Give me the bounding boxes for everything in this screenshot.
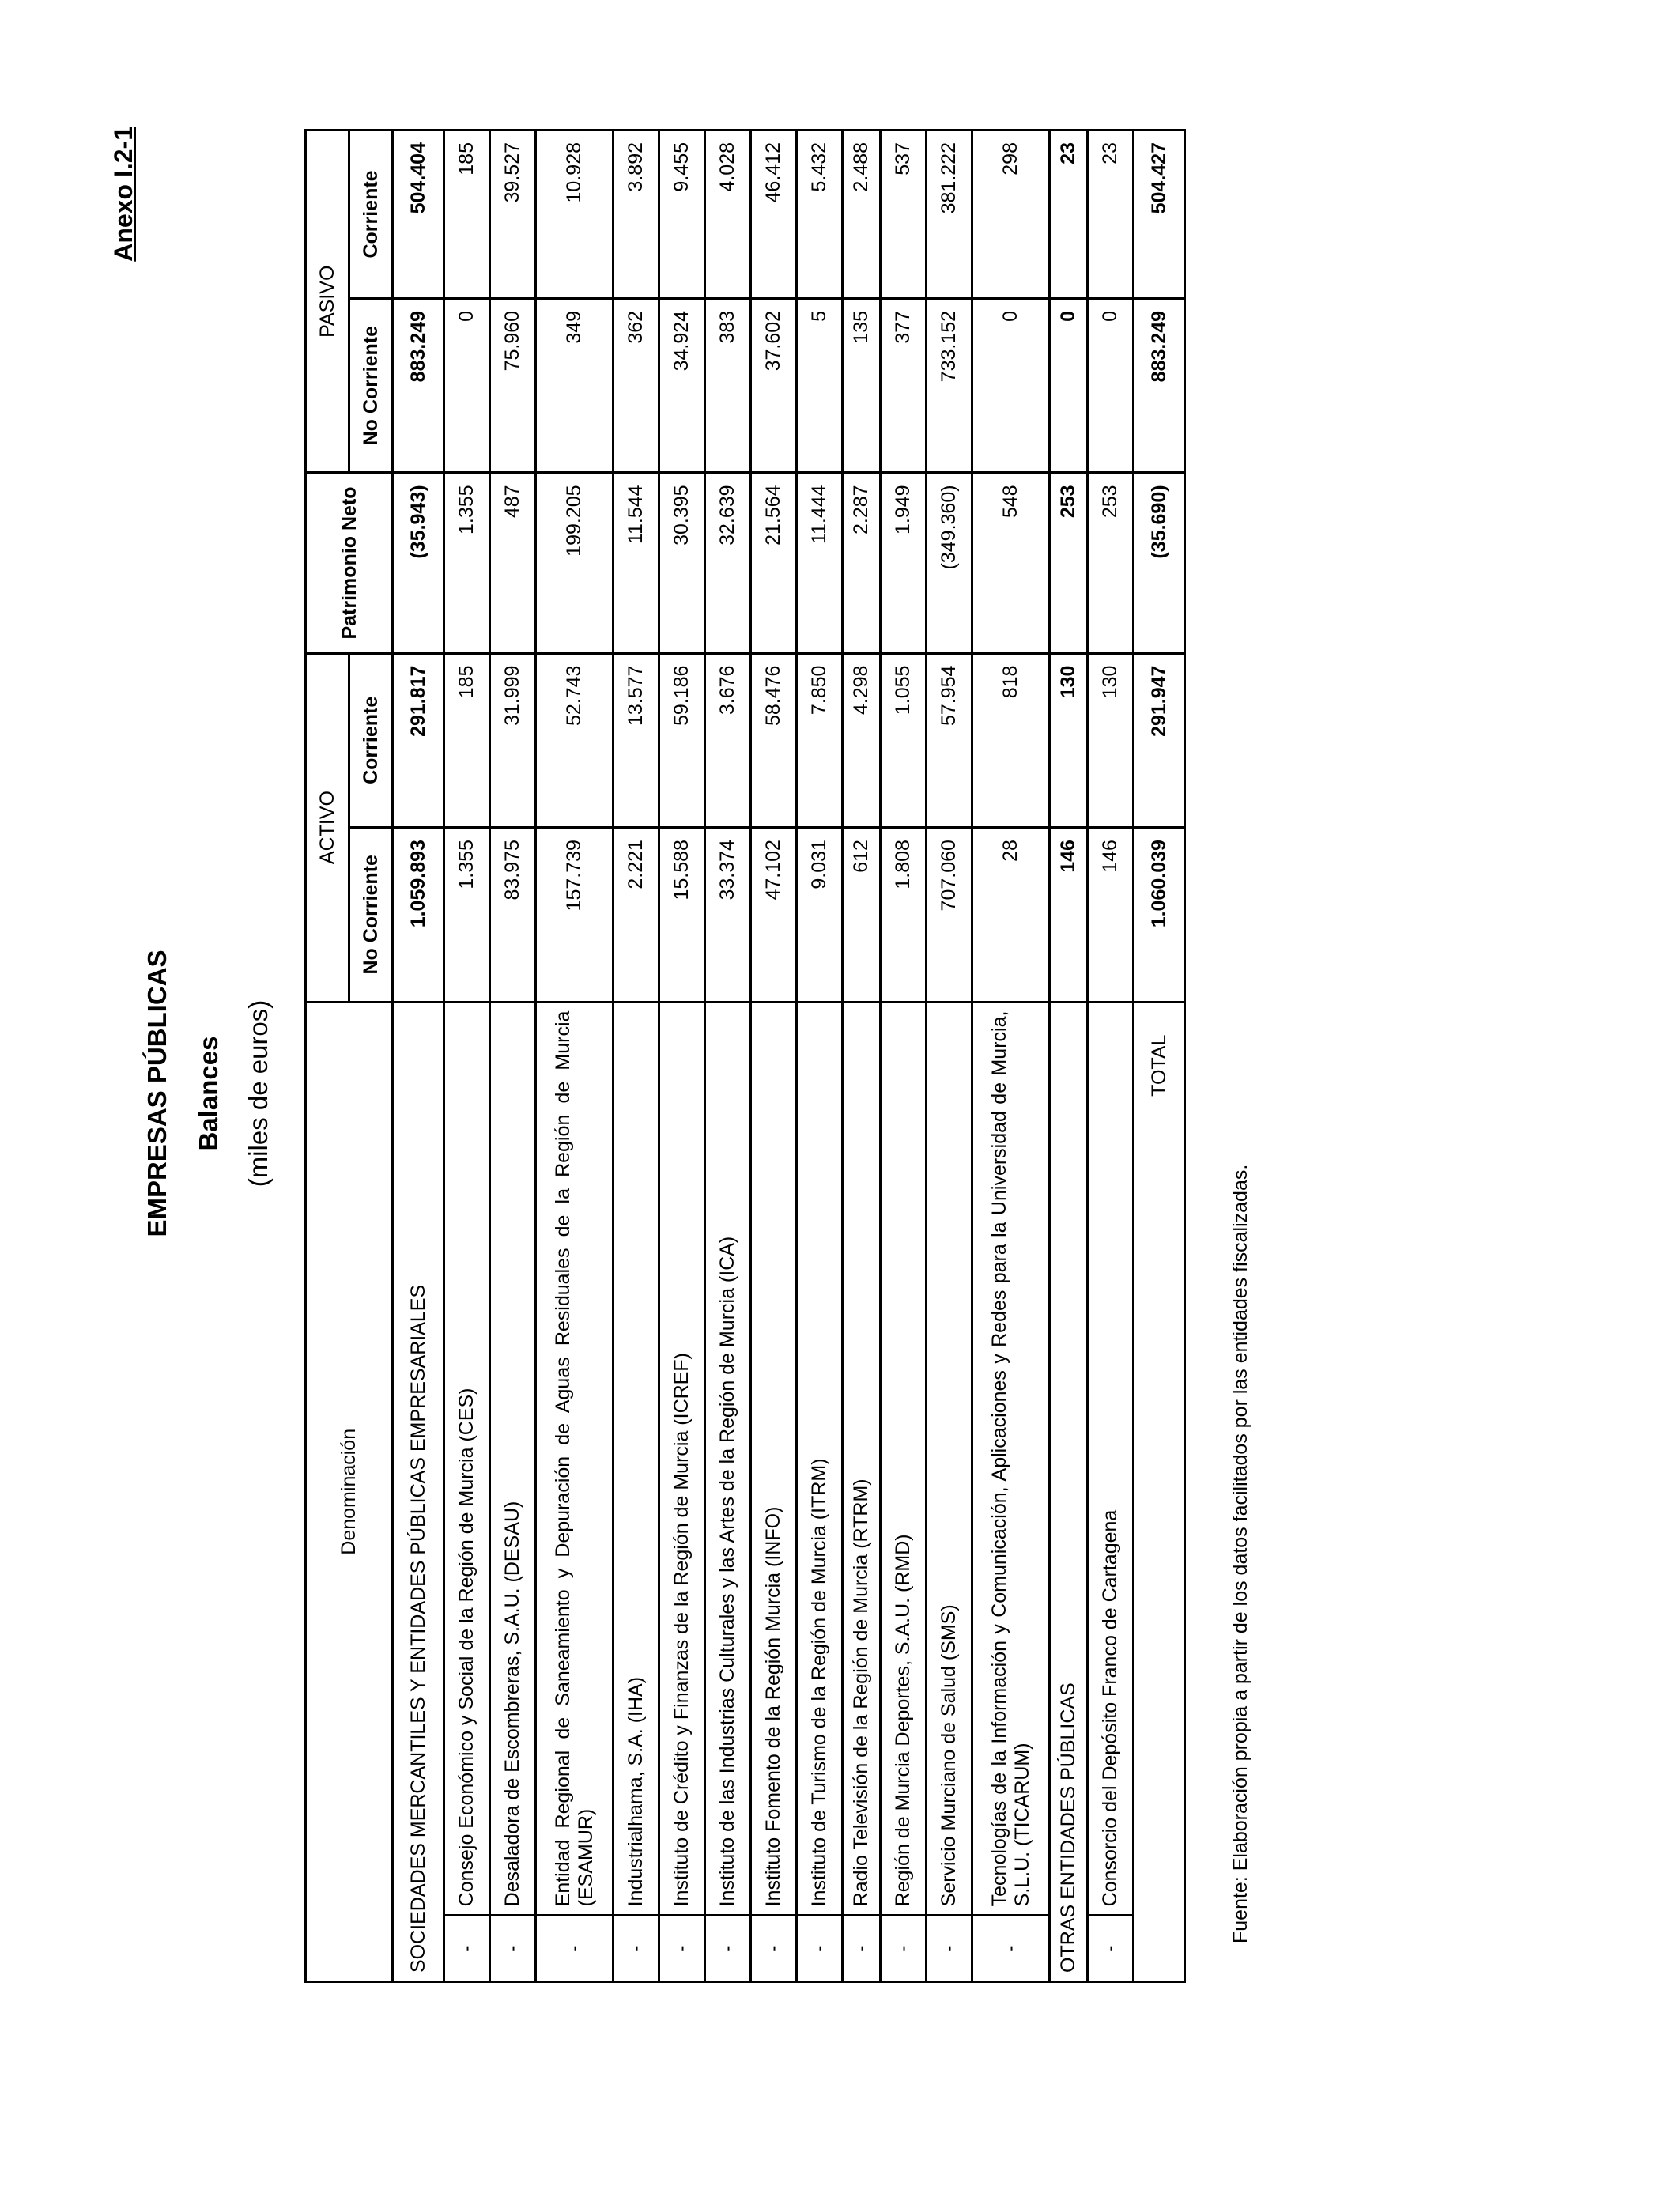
section-patrimonio: 253 [1050, 473, 1088, 653]
row-pasivo-nc: 75.960 [490, 298, 536, 473]
row-name: Tecnologías de la Información y Comunicación, Aplicaciones y Redes para la Universidad de Murcia, S.L.U. (TICARUM) [972, 1002, 1050, 1916]
row-pasivo-c: 537 [881, 130, 927, 299]
row-activo-c: 185 [444, 653, 490, 828]
row-activo-c: 818 [972, 653, 1050, 828]
total-pasivo-nc: 883.249 [1134, 298, 1185, 473]
header-pasivo-corriente: Corriente [349, 130, 393, 299]
table-row [659, 130, 705, 1982]
page-title: EMPRESAS PÚBLICAS [142, 950, 172, 1237]
row-patrimonio: 11.544 [613, 473, 659, 653]
row-pasivo-c: 5.432 [797, 130, 843, 299]
row-patrimonio: 30.395 [659, 473, 705, 653]
row-dash: - [490, 1916, 536, 1982]
row-patrimonio: 548 [972, 473, 1050, 653]
header-patrimonio-neto: Patrimonio Neto [306, 473, 393, 653]
table-row [490, 130, 536, 1982]
row-activo-c: 59.186 [659, 653, 705, 828]
total-label: TOTAL [1134, 1002, 1185, 1981]
total-activo-c: 291.947 [1134, 653, 1185, 828]
row-name: Instituto de Turismo de la Región de Murcia (ITRM) [797, 1002, 843, 1916]
row-activo-c: 31.999 [490, 653, 536, 828]
row-activo-c: 52.743 [536, 653, 613, 828]
row-patrimonio: 1.355 [444, 473, 490, 653]
row-pasivo-c: 9.455 [659, 130, 705, 299]
header-denominacion: Denominación [306, 1002, 393, 1981]
row-patrimonio: 487 [490, 473, 536, 653]
row-patrimonio: 11.444 [797, 473, 843, 653]
table-row [1088, 130, 1134, 1982]
table-row [536, 130, 613, 1982]
total-patrimonio: (35.690) [1134, 473, 1185, 653]
row-pasivo-c: 185 [444, 130, 490, 299]
table-row [881, 130, 927, 1982]
row-pasivo-nc: 383 [705, 298, 751, 473]
row-pasivo-nc: 377 [881, 298, 927, 473]
row-activo-c: 7.850 [797, 653, 843, 828]
row-pasivo-nc: 34.924 [659, 298, 705, 473]
row-dash: - [797, 1916, 843, 1982]
row-pasivo-c: 10.928 [536, 130, 613, 299]
row-activo-c: 58.476 [751, 653, 797, 828]
row-dash: - [444, 1916, 490, 1982]
row-patrimonio: (349.360) [927, 473, 972, 653]
row-patrimonio: 32.639 [705, 473, 751, 653]
row-pasivo-nc: 362 [613, 298, 659, 473]
row-pasivo-c: 298 [972, 130, 1050, 299]
section-patrimonio: (35.943) [393, 473, 444, 653]
row-activo-nc: 47.102 [751, 828, 797, 1003]
row-patrimonio: 199.205 [536, 473, 613, 653]
row-activo-nc: 83.975 [490, 828, 536, 1003]
row-pasivo-nc: 37.602 [751, 298, 797, 473]
row-pasivo-nc: 5 [797, 298, 843, 473]
row-dash: - [927, 1916, 972, 1982]
section-pasivo-nc: 883.249 [393, 298, 444, 473]
section-activo-c: 130 [1050, 653, 1088, 828]
row-pasivo-nc: 0 [972, 298, 1050, 473]
row-name: Desaladora de Escombreras, S.A.U. (DESAU) [490, 1002, 536, 1916]
row-pasivo-c: 2.488 [843, 130, 881, 299]
row-pasivo-nc: 0 [444, 298, 490, 473]
row-dash: - [881, 1916, 927, 1982]
section-pasivo-c: 23 [1050, 130, 1088, 299]
row-dash: - [972, 1916, 1050, 1982]
row-name: Servicio Murciano de Salud (SMS) [927, 1002, 972, 1916]
header-activo-corriente: Corriente [349, 653, 393, 828]
row-activo-c: 4.298 [843, 653, 881, 828]
section-pasivo-nc: 0 [1050, 298, 1088, 473]
row-pasivo-c: 46.412 [751, 130, 797, 299]
row-pasivo-nc: 135 [843, 298, 881, 473]
row-patrimonio: 1.949 [881, 473, 927, 653]
row-dash: - [613, 1916, 659, 1982]
row-activo-nc: 157.739 [536, 828, 613, 1003]
section-row-otras [1050, 130, 1088, 1982]
row-activo-nc: 612 [843, 828, 881, 1003]
row-name: Radio Televisión de la Región de Murcia (RTRM) [843, 1002, 881, 1916]
row-pasivo-c: 381.222 [927, 130, 972, 299]
row-pasivo-c: 23 [1088, 130, 1134, 299]
row-pasivo-nc: 0 [1088, 298, 1134, 473]
section-pasivo-c: 504.404 [393, 130, 444, 299]
row-activo-nc: 2.221 [613, 828, 659, 1003]
row-activo-nc: 33.374 [705, 828, 751, 1003]
row-activo-nc: 1.355 [444, 828, 490, 1003]
balance-table [304, 129, 1186, 1983]
row-pasivo-c: 3.892 [613, 130, 659, 299]
section-activo-nc: 146 [1050, 828, 1088, 1003]
row-dash: - [705, 1916, 751, 1982]
header-pasivo-no-corriente: No Corriente [349, 298, 393, 473]
row-dash: - [751, 1916, 797, 1982]
row-pasivo-c: 4.028 [705, 130, 751, 299]
section-label: SOCIEDADES MERCANTILES Y ENTIDADES PÚBLICAS EMPRESARIALES [393, 1002, 444, 1981]
table-row [705, 130, 751, 1982]
units-label: (miles de euros) [244, 999, 273, 1188]
table-row [843, 130, 881, 1982]
row-activo-c: 1.055 [881, 653, 927, 828]
section-activo-nc: 1.059.893 [393, 828, 444, 1003]
row-patrimonio: 21.564 [751, 473, 797, 653]
table-row [797, 130, 843, 1982]
header-row-group [306, 130, 349, 1982]
row-activo-c: 130 [1088, 653, 1134, 828]
row-activo-nc: 1.808 [881, 828, 927, 1003]
total-pasivo-c: 504.427 [1134, 130, 1185, 299]
header-pasivo: PASIVO [306, 130, 349, 473]
row-patrimonio: 253 [1088, 473, 1134, 653]
row-dash: - [536, 1916, 613, 1982]
row-activo-nc: 146 [1088, 828, 1134, 1003]
row-patrimonio: 2.287 [843, 473, 881, 653]
header-activo: ACTIVO [306, 653, 349, 1002]
section-label: OTRAS ENTIDADES PÚBLICAS [1050, 1002, 1088, 1981]
row-activo-nc: 28 [972, 828, 1050, 1003]
row-name: Industrialhama, S.A. (IHA) [613, 1002, 659, 1916]
total-activo-nc: 1.060.039 [1134, 828, 1185, 1003]
table-row [927, 130, 972, 1982]
row-name: Instituto de Crédito y Finanzas de la Región de Murcia (ICREF) [659, 1002, 705, 1916]
row-dash: - [1088, 1916, 1134, 1982]
row-name: Región de Murcia Deportes, S.A.U. (RMD) [881, 1002, 927, 1916]
table-row [613, 130, 659, 1982]
row-dash: - [659, 1916, 705, 1982]
row-activo-nc: 9.031 [797, 828, 843, 1003]
row-activo-c: 3.676 [705, 653, 751, 828]
table-row [444, 130, 490, 1982]
row-activo-c: 57.954 [927, 653, 972, 828]
row-name: Entidad Regional de Saneamiento y Depuración de Aguas Residuales de la Región de Murcia (ESAMUR) [536, 1002, 613, 1916]
row-name: Instituto de las Industrias Culturales y las Artes de la Región de Murcia (ICA) [705, 1002, 751, 1916]
row-pasivo-c: 39.527 [490, 130, 536, 299]
row-activo-nc: 707.060 [927, 828, 972, 1003]
source-note: Fuente: Elaboración propia a partir de los datos facilitados por las entidades fiscalizadas. [1229, 1164, 1252, 1943]
annex-label: Anexo I.2-1 [109, 127, 138, 262]
table-row [972, 130, 1050, 1982]
page-subtitle: Balances [194, 1036, 223, 1151]
row-name: Instituto Fomento de la Región Murcia (INFO) [751, 1002, 797, 1916]
table-row [751, 130, 797, 1982]
row-activo-nc: 15.588 [659, 828, 705, 1003]
total-row [1134, 130, 1185, 1982]
row-activo-c: 13.577 [613, 653, 659, 828]
row-pasivo-nc: 733.152 [927, 298, 972, 473]
row-name: Consorcio del Depósito Franco de Cartagena [1088, 1002, 1134, 1916]
section-activo-c: 291.817 [393, 653, 444, 828]
section-row-sociedades [393, 130, 444, 1982]
row-dash: - [843, 1916, 881, 1982]
header-activo-no-corriente: No Corriente [349, 828, 393, 1003]
row-pasivo-nc: 349 [536, 298, 613, 473]
row-name: Consejo Económico y Social de la Región de Murcia (CES) [444, 1002, 490, 1916]
